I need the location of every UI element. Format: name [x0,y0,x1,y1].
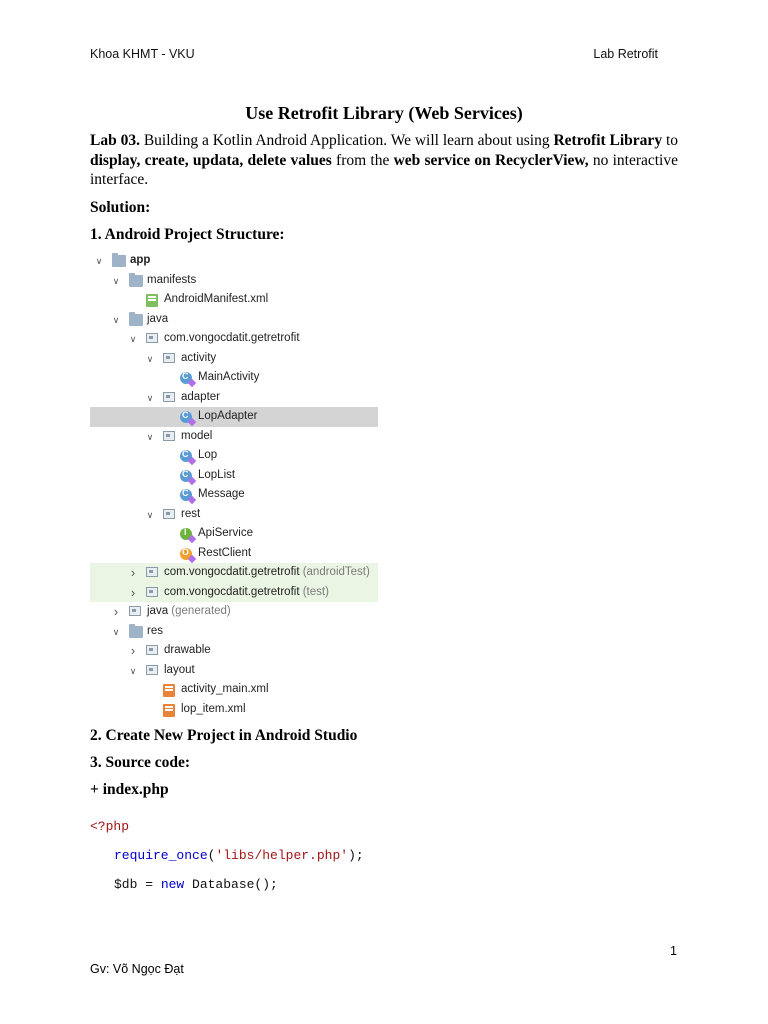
tree-row[interactable] [90,602,378,622]
section-1-heading: 1. Android Project Structure: [90,226,285,243]
tree-row[interactable] [90,251,378,271]
code-php-tag: <?php [90,819,130,834]
folder-icon [129,626,143,638]
header-left: Khoa KHMT - VKU [90,47,195,61]
chevron-right-icon[interactable]: › [113,604,119,619]
code-require-once: require_once [114,848,208,863]
package-icon [146,645,158,655]
tree-row-label: rest [181,507,201,520]
tree-row[interactable] [90,271,378,291]
header-right: Lab Retrofit [593,47,658,61]
chevron-down-icon[interactable]: ∨ [129,334,137,344]
tree-row-label: com.vongocdatit.getretrofit (test) [164,585,329,598]
intro-paragraph [90,131,678,190]
tree-row-label: RestClient [198,546,252,559]
intro-text-2: to [662,132,679,149]
chevron-down-icon[interactable]: ∨ [112,314,120,325]
tree-row[interactable] [90,661,378,681]
tree-row-label: com.vongocdatit.getretrofit [164,332,300,344]
tree-row[interactable] [90,544,378,564]
tree-row-label: activity_main.xml [181,683,269,695]
kotlin-object-icon [180,548,192,560]
intro-text-1: Building a Kotlin Android Application. We will learn about using [139,132,554,149]
section-4-heading: + index.php [90,781,169,798]
package-icon [163,353,175,363]
chevron-down-icon[interactable]: ∨ [146,509,154,520]
tree-row[interactable] [90,466,378,486]
tree-row-label: ApiService [198,527,253,539]
tree-row-label: Message [198,488,245,500]
chevron-down-icon[interactable]: ∨ [112,626,120,637]
chevron-right-icon[interactable]: › [130,565,136,580]
tree-row[interactable] [90,563,378,583]
tree-row[interactable] [90,700,378,720]
package-icon [146,587,158,597]
code-line-2 [114,848,364,863]
code-line-3 [114,877,278,892]
chevron-down-icon[interactable]: ∨ [95,256,103,266]
xml-file-icon [163,684,175,697]
code-var: $db = [114,877,161,892]
page-number: 1 [670,944,677,958]
tree-row-label: app [130,254,151,266]
tree-row[interactable] [90,505,378,525]
generated-folder-icon [129,606,141,616]
tree-row-label: model [181,429,213,442]
chevron-right-icon[interactable]: › [130,584,136,600]
tree-row-label: drawable [164,644,211,656]
code-paren-close: ); [348,848,364,863]
kotlin-class-icon [180,450,192,462]
tree-row-label: LopList [198,468,236,481]
package-icon [146,665,158,675]
solution-heading: Solution: [90,199,151,216]
tree-row[interactable] [90,485,378,505]
package-icon [163,431,175,441]
tree-row-label: java [147,312,169,325]
tree-row[interactable] [90,446,378,466]
tree-row-label: Lop [198,449,218,461]
chevron-down-icon[interactable]: ∨ [146,431,154,442]
tree-row-label: activity [181,351,217,364]
tree-row[interactable] [90,622,378,642]
code-new-keyword: new [160,877,185,892]
package-icon [163,509,175,519]
tree-row[interactable] [90,290,378,310]
tree-row[interactable] [90,427,378,447]
tree-row-label: manifests [147,273,197,286]
tree-row[interactable] [90,368,378,388]
kotlin-class-icon [180,489,192,501]
folder-icon [129,314,143,326]
code-string: 'libs/helper.php' [215,848,349,863]
lab-label: Lab 03. [90,132,140,149]
tree-row-label: MainActivity [198,371,260,383]
tree-row-suffix: (androidTest) [299,566,370,578]
tree-row[interactable] [90,524,378,544]
code-rest: Database(); [184,877,278,892]
tree-row-label: LopAdapter [198,410,258,422]
tree-row-label: AndroidManifest.xml [164,293,269,305]
tree-row-suffix: (generated) [168,605,231,617]
code-paren-open: ( [207,848,216,863]
section-2-heading: 2. Create New Project in Android Studio [90,727,358,744]
intro-text-3: from the [331,151,394,169]
tree-row[interactable] [90,349,378,369]
tree-row[interactable] [90,641,378,661]
intro-bold-2: display, create, updata, delete values [90,151,332,169]
intro-bold-1: Retrofit Library [553,132,663,149]
tree-row-label: com.vongocdatit.getretrofit (androidTest) [164,566,370,578]
tree-row-label: layout [164,663,195,676]
chevron-down-icon[interactable]: ∨ [146,392,154,403]
tree-row[interactable] [90,388,378,408]
kotlin-class-icon [180,411,192,423]
folder-icon [112,255,126,267]
tree-row-suffix: (test) [299,585,329,598]
tree-row[interactable] [90,680,378,700]
chevron-down-icon[interactable]: ∨ [129,665,137,676]
intro-text-4: no interactive interface. [90,151,678,188]
tree-row[interactable] [90,583,378,603]
package-icon [146,567,158,577]
xml-file-icon [163,704,175,717]
folder-icon [129,275,143,287]
package-icon [163,392,175,402]
chevron-down-icon[interactable]: ∨ [112,275,120,286]
tree-row-label: java (generated) [147,605,231,617]
chevron-right-icon[interactable]: › [130,643,136,658]
tree-row-label: res [147,624,163,637]
intro-bold-3: web service on RecyclerView, [393,151,589,169]
kotlin-class-icon [180,372,192,384]
kotlin-interface-icon [180,528,192,540]
tree-row-label: lop_item.xml [181,702,246,715]
footer-author: Gv: Võ Ngọc Đạt [90,962,184,976]
manifest-file-icon [146,294,158,307]
package-icon [146,333,158,343]
code-line-1 [90,819,129,834]
kotlin-class-icon [180,470,192,482]
page-title: Use Retrofit Library (Web Services) [245,103,523,123]
tree-row[interactable] [90,310,378,330]
tree-row[interactable] [90,407,378,427]
tree-row[interactable] [90,329,378,349]
chevron-down-icon[interactable]: ∨ [146,353,154,364]
tree-row-label: adapter [181,390,221,403]
section-3-heading: 3. Source code: [90,754,191,771]
